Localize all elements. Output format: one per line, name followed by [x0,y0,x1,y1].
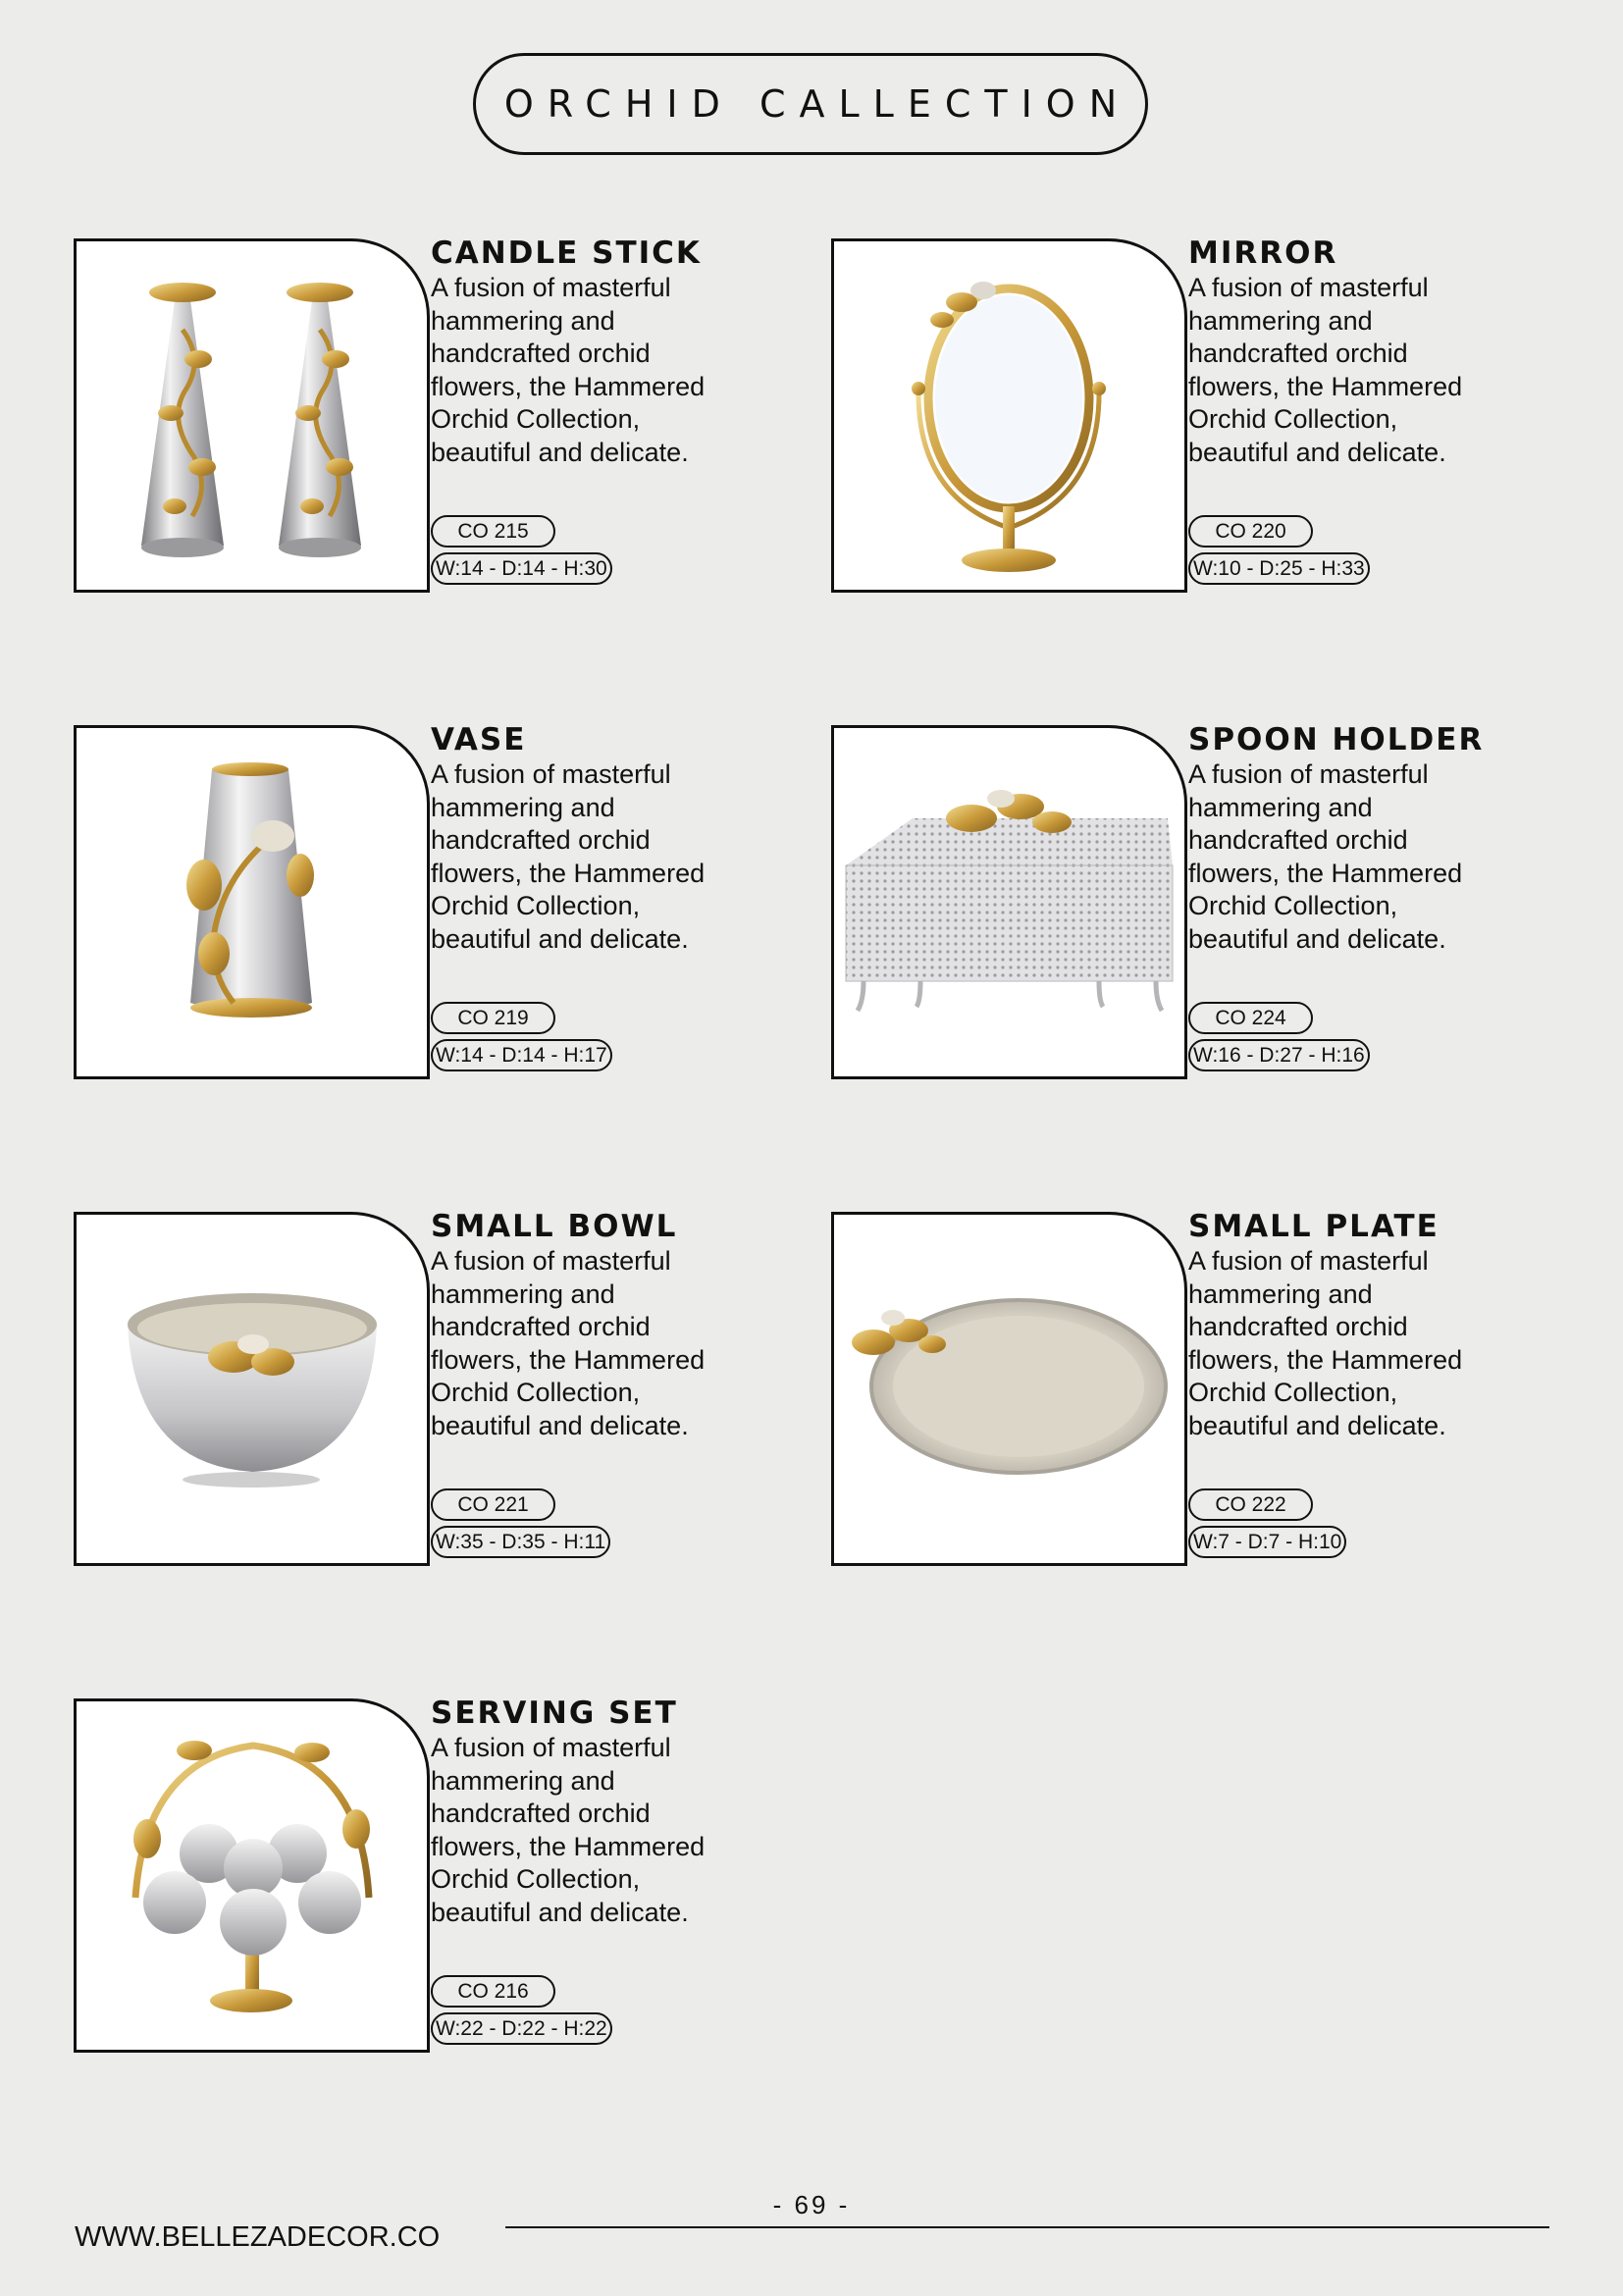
product-code-badge: CO 219 [431,1002,555,1034]
footer-divider [505,2226,1549,2228]
product-dimensions-badge: W:10 - D:25 - H:33 [1188,552,1370,585]
vase-image [77,728,427,1076]
small-bowl-image [77,1215,427,1563]
spoon-holder-image [834,728,1184,1076]
product-card-mirror [831,235,1518,592]
product-description: A fusion of masterful hammering and handcrafted orchid flowers, the Hammered Orchid Collection, beautiful and delicate. [431,759,706,954]
page-title: ORCHID CALLECTION [503,82,1131,126]
product-image-frame [74,1698,430,2053]
product-image-frame [74,238,430,593]
product-dimensions-badge: W:22 - D:22 - H:22 [431,2012,612,2045]
product-description: A fusion of masterful hammering and handcrafted orchid flowers, the Hammered Orchid Collection, beautiful and delicate. [431,273,706,467]
product-code-badge: CO 221 [431,1488,555,1521]
product-code-badge: CO 220 [1188,515,1313,548]
mirror-image [834,241,1184,590]
product-name: MIRROR [1188,235,1338,271]
product-name: VASE [431,722,527,757]
product-dimensions-badge: W:16 - D:27 - H:16 [1188,1039,1370,1071]
page-number: - 69 - [772,2190,851,2219]
product-dimensions-badge: W:7 - D:7 - H:10 [1188,1526,1346,1558]
product-description: A fusion of masterful hammering and handcrafted orchid flowers, the Hammered Orchid Collection, beautiful and delicate. [1188,1246,1463,1440]
product-card-vase [74,722,760,1078]
product-code-badge: CO 224 [1188,1002,1313,1034]
product-image-frame [831,725,1187,1079]
product-image-frame [831,238,1187,593]
product-description: A fusion of masterful hammering and handcrafted orchid flowers, the Hammered Orchid Collection, beautiful and delicate. [431,1246,706,1440]
product-card-spoon-holder [831,722,1518,1078]
product-dimensions-badge: W:35 - D:35 - H:11 [431,1526,610,1558]
product-dimensions-badge: W:14 - D:14 - H:17 [431,1039,612,1071]
product-dimensions-badge: W:14 - D:14 - H:30 [431,552,612,585]
product-description: A fusion of masterful hammering and handcrafted orchid flowers, the Hammered Orchid Collection, beautiful and delicate. [1188,759,1463,954]
product-card-serving-set [74,1698,760,2052]
product-name: SMALL PLATE [1188,1209,1440,1244]
product-code-badge: CO 222 [1188,1488,1313,1521]
product-description: A fusion of masterful hammering and handcrafted orchid flowers, the Hammered Orchid Collection, beautiful and delicate. [431,1733,706,1927]
product-name: SERVING SET [431,1696,678,1731]
product-card-candle-stick [74,235,760,592]
website-url: WWW.BELLEZADECOR.CO [75,2221,441,2253]
product-description: A fusion of masterful hammering and handcrafted orchid flowers, the Hammered Orchid Collection, beautiful and delicate. [1188,273,1463,467]
serving-set-image [77,1701,427,2050]
candle-stick-image [77,241,427,590]
product-name: CANDLE STICK [431,235,702,271]
product-card-small-bowl [74,1209,760,1565]
product-card-small-plate [831,1209,1518,1565]
small-plate-image [834,1215,1184,1563]
product-image-frame [74,1212,430,1566]
product-name: SPOON HOLDER [1188,722,1485,757]
product-code-badge: CO 215 [431,515,555,548]
product-image-frame [74,725,430,1079]
page-title-pill [473,53,1148,155]
product-name: SMALL BOWL [431,1209,678,1244]
product-image-frame [831,1212,1187,1566]
product-code-badge: CO 216 [431,1975,555,2008]
